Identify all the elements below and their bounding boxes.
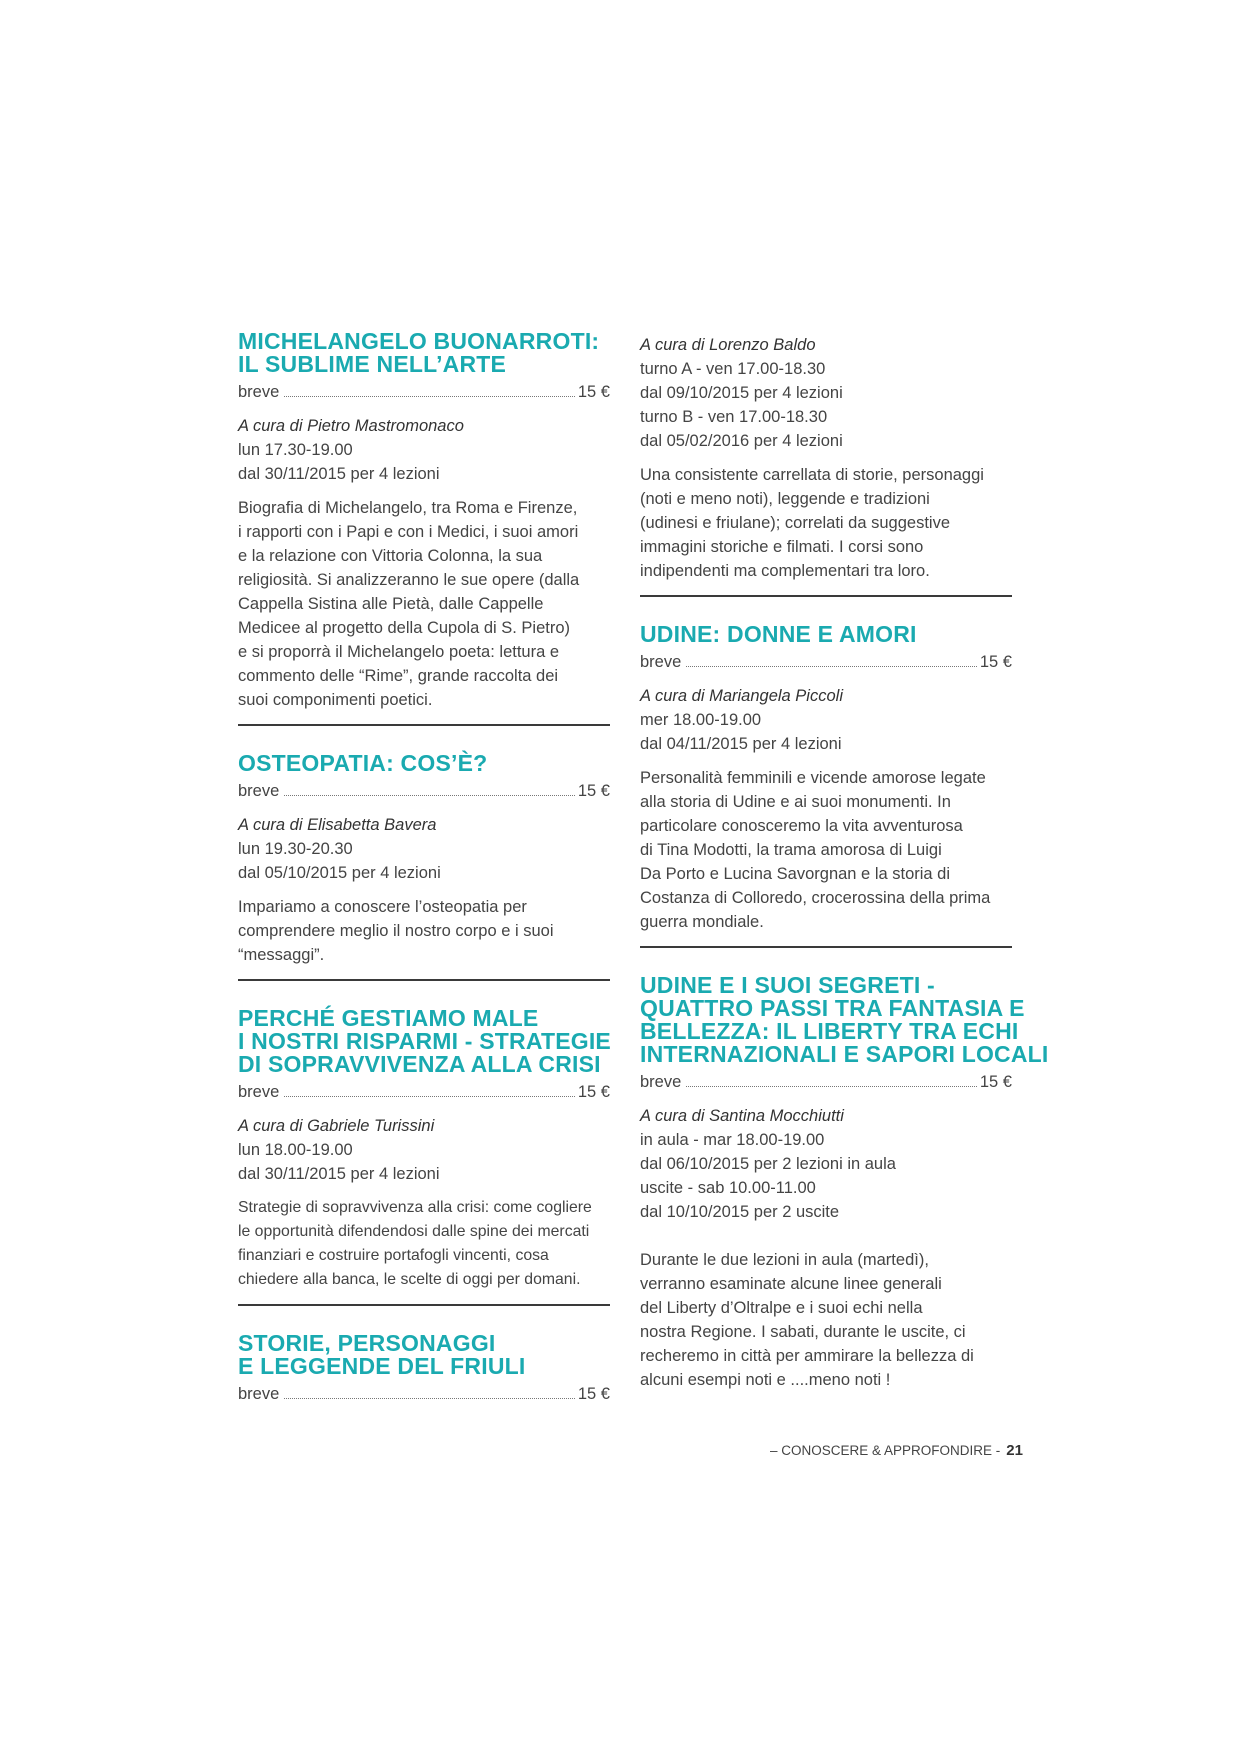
desc-line: recheremo in città per ammirare la bellezza di <box>640 1347 974 1365</box>
schedule-line: dal 04/11/2015 per 4 lezioni <box>640 735 842 753</box>
desc-line: e si proporrà il Michelangelo poeta: lettura e <box>238 643 560 661</box>
desc-line: (noti e meno noti), leggende e tradizioni <box>640 490 930 508</box>
desc-line: Cappella Sistina alle Pietà, dalle Cappelle <box>238 595 544 613</box>
desc-line: particolare conosceremo la vita avventurosa <box>640 817 963 835</box>
desc-line: suoi componimenti poetici. <box>238 691 433 709</box>
course-price: 15 € <box>577 383 610 401</box>
desc-line: Impariamo a conoscere l’osteopatia per <box>238 898 527 916</box>
course-description <box>640 1248 1012 1392</box>
desc-line: i rapporti con i Papi e con i Medici, i suoi amori <box>238 523 579 541</box>
schedule-line: dal 05/10/2015 per 4 lezioni <box>238 864 441 882</box>
price-row <box>238 1080 610 1104</box>
desc-line: Una consistente carrellata di storie, personaggi <box>640 466 984 484</box>
title-line: IL SUBLIME NELL’ARTE <box>238 351 507 377</box>
course-title <box>238 1007 610 1076</box>
title-line: OSTEOPATIA: COS’È? <box>238 750 488 776</box>
divider <box>238 979 610 981</box>
course-description <box>238 496 610 712</box>
course-type: breve <box>640 1073 682 1091</box>
course-type: breve <box>238 1083 280 1101</box>
course-udine-segreti <box>640 972 1049 1392</box>
course-price: 15 € <box>979 1073 1012 1091</box>
schedule-line: lun 19.30-20.30 <box>238 840 353 858</box>
course-description <box>238 1196 610 1292</box>
schedule-line: dal 10/10/2015 per 2 uscite <box>640 1203 840 1221</box>
course-description <box>640 766 1012 934</box>
dot-leader <box>284 396 575 397</box>
course-type: breve <box>238 782 280 800</box>
price-row <box>238 1382 610 1406</box>
desc-line: Personalità femminili e vicende amorose legate <box>640 769 986 787</box>
divider <box>640 946 1012 948</box>
course-description <box>640 463 1012 583</box>
desc-line: guerra mondiale. <box>640 913 764 931</box>
course-donne-amori <box>640 623 1012 948</box>
course-description <box>238 895 610 967</box>
left-column <box>238 330 610 1406</box>
desc-line: verranno esaminate alcune linee generali <box>640 1275 942 1293</box>
price-row <box>238 779 610 803</box>
desc-line: (udinesi e friulane); correlati da suggestive <box>640 514 950 532</box>
course-title <box>640 972 1049 1067</box>
divider <box>640 595 1012 597</box>
title-line: PERCHÉ GESTIAMO MALE <box>238 1005 539 1031</box>
desc-line: Strategie di sopravvivenza alla crisi: come cogliere <box>238 1199 592 1216</box>
course-author: A cura di Elisabetta Bavera <box>238 816 437 834</box>
course-storie-friuli-continued <box>640 333 1012 597</box>
course-michelangelo <box>238 330 610 726</box>
course-type: breve <box>238 383 280 401</box>
title-line: BELLEZZA: IL LIBERTY TRA ECHI <box>640 1018 1019 1044</box>
desc-line: Costanza di Colloredo, crocerossina della prima <box>640 889 991 907</box>
dot-leader <box>284 1398 575 1399</box>
title-line: INTERNAZIONALI E SAPORI LOCALI <box>640 1041 1049 1067</box>
desc-line: immagini storiche e filmati. I corsi sono <box>640 538 924 556</box>
title-line: E LEGGENDE DEL FRIULI <box>238 1353 526 1379</box>
dot-leader <box>284 795 575 796</box>
desc-line: chiedere alla banca, le scelte di oggi per domani. <box>238 1271 581 1288</box>
course-risparmi <box>238 1007 610 1306</box>
schedule-line: in aula - mar 18.00-19.00 <box>640 1131 825 1149</box>
price-row <box>640 1070 1012 1094</box>
schedule-line: turno B - ven 17.00-18.30 <box>640 408 828 426</box>
course-title <box>238 752 610 775</box>
spacer <box>640 1224 1012 1248</box>
course-price: 15 € <box>577 1083 610 1101</box>
course-author: A cura di Santina Mocchiutti <box>640 1107 844 1125</box>
schedule-line: dal 09/10/2015 per 4 lezioni <box>640 384 843 402</box>
desc-line: indipendenti ma complementari tra loro. <box>640 562 930 580</box>
price-row <box>238 380 610 404</box>
title-line: UDINE: DONNE E AMORI <box>640 621 917 647</box>
course-price: 15 € <box>577 1385 610 1403</box>
schedule-line: dal 06/10/2015 per 2 lezioni in aula <box>640 1155 896 1173</box>
price-row <box>640 650 1012 674</box>
desc-line: Durante le due lezioni in aula (martedì), <box>640 1251 929 1269</box>
title-line: DI SOPRAVVIVENZA ALLA CRISI <box>238 1051 601 1077</box>
desc-line: comprendere meglio il nostro corpo e i suoi <box>238 922 554 940</box>
course-author: A cura di Pietro Mastromonaco <box>238 417 464 435</box>
dot-leader <box>284 1096 575 1097</box>
dot-leader <box>686 666 977 667</box>
course-price: 15 € <box>577 782 610 800</box>
desc-line: Biografia di Michelangelo, tra Roma e Firenze, <box>238 499 578 517</box>
course-title <box>238 330 610 376</box>
schedule-line: uscite - sab 10.00-11.00 <box>640 1179 816 1197</box>
page-footer <box>770 1442 1023 1459</box>
course-osteopatia <box>238 752 610 981</box>
section-label: – CONOSCERE & APPROFONDIRE - <box>770 1443 1001 1458</box>
schedule-line: lun 17.30-19.00 <box>238 441 353 459</box>
page-number: 21 <box>1006 1442 1023 1459</box>
desc-line: commento delle “Rime”, grande raccolta dei <box>238 667 559 685</box>
desc-line: del Liberty d’Oltralpe e i suoi echi nella <box>640 1299 923 1317</box>
desc-line: religiosità. Si analizzeranno le sue opere (dalla <box>238 571 580 589</box>
course-author: A cura di Mariangela Piccoli <box>640 687 843 705</box>
desc-line: alcuni esempi noti e ....meno noti ! <box>640 1371 891 1389</box>
divider <box>238 724 610 726</box>
course-type: breve <box>640 653 682 671</box>
schedule-line: dal 05/02/2016 per 4 lezioni <box>640 432 843 450</box>
desc-line: le opportunità difendendosi dalle spine dei mercati <box>238 1223 590 1240</box>
title-line: QUATTRO PASSI TRA FANTASIA E <box>640 995 1025 1021</box>
desc-line: finanziari e costruire portafogli vincenti, cosa <box>238 1247 549 1264</box>
course-title <box>640 623 1012 646</box>
desc-line: alla storia di Udine e ai suoi monumenti. In <box>640 793 951 811</box>
schedule-line: mer 18.00-19.00 <box>640 711 762 729</box>
schedule-line: dal 30/11/2015 per 4 lezioni <box>238 1165 440 1183</box>
course-author: A cura di Gabriele Turissini <box>238 1117 435 1135</box>
schedule-line: lun 18.00-19.00 <box>238 1141 353 1159</box>
desc-line: Medicee al progetto della Cupola di S. Pietro) <box>238 619 571 637</box>
desc-line: “messaggi”. <box>238 946 325 964</box>
title-line: UDINE E I SUOI SEGRETI - <box>640 972 935 998</box>
divider <box>238 1304 610 1306</box>
course-author: A cura di Lorenzo Baldo <box>640 336 816 354</box>
title-line: I NOSTRI RISPARMI - STRATEGIE <box>238 1028 611 1054</box>
desc-line: di Tina Modotti, la trama amorosa di Luigi <box>640 841 942 859</box>
right-column <box>640 333 1049 1392</box>
course-price: 15 € <box>979 653 1012 671</box>
desc-line: e la relazione con Vittoria Colonna, la sua <box>238 547 543 565</box>
desc-line: nostra Regione. I sabati, durante le uscite, ci <box>640 1323 966 1341</box>
schedule-line: dal 30/11/2015 per 4 lezioni <box>238 465 440 483</box>
desc-line: Da Porto e Lucina Savorgnan e la storia di <box>640 865 951 883</box>
schedule-line: turno A - ven 17.00-18.30 <box>640 360 826 378</box>
dot-leader <box>686 1086 977 1087</box>
course-type: breve <box>238 1385 280 1403</box>
course-title <box>238 1332 610 1378</box>
title-line: STORIE, PERSONAGGI <box>238 1330 496 1356</box>
title-line: MICHELANGELO BUONARROTI: <box>238 328 600 354</box>
course-storie-friuli <box>238 1332 610 1406</box>
